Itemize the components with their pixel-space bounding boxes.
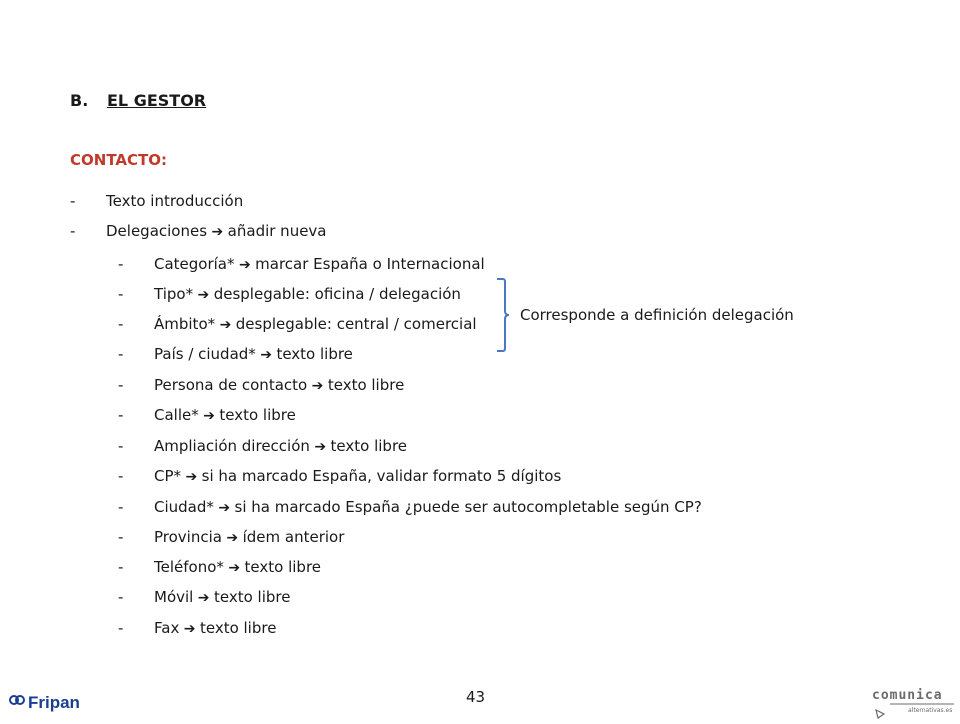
field-name: Móvil [154, 588, 194, 606]
list-dash: - [118, 528, 124, 546]
right-arrow-icon: ➔ [193, 590, 214, 606]
sub-list-item [118, 587, 290, 607]
sub-list-item [118, 557, 321, 577]
field-name: Ámbito* [154, 315, 216, 333]
right-arrow-icon: ➔ [223, 560, 245, 576]
list-dash: - [118, 558, 124, 576]
right-arrow-icon: ➔ [193, 287, 214, 303]
field-name: CP* [154, 467, 182, 485]
right-arrow-icon: ➔ [181, 469, 202, 485]
section-title: EL GESTOR [107, 91, 207, 110]
field-name: Categoría* [154, 255, 235, 273]
fripan-wordmark: Fripan [28, 693, 80, 712]
list-dash: - [118, 255, 124, 273]
field-name: Tipo* [154, 285, 194, 303]
field-rule: texto libre [276, 345, 353, 363]
list-dash: - [118, 467, 124, 485]
group-bracket [496, 278, 510, 352]
field-rule: añadir nueva [227, 222, 327, 240]
field-rule: marcar España o Internacional [255, 255, 485, 273]
comunica-wordmark: comunica [872, 688, 943, 703]
field-name: Provincia [154, 528, 222, 546]
sub-list-item [118, 466, 561, 486]
field-rule: desplegable: central / comercial [235, 315, 477, 333]
field-name: Ampliación dirección [154, 437, 310, 455]
field-name: Teléfono* [154, 558, 224, 576]
field-rule: ídem anterior [242, 528, 345, 546]
sub-list-item [118, 497, 702, 517]
right-arrow-icon: ➔ [221, 530, 243, 546]
right-arrow-icon: ➔ [234, 257, 256, 273]
field-rule: texto libre [244, 558, 322, 576]
list-dash: - [70, 222, 76, 240]
list-dash: - [118, 588, 124, 606]
field-name: Calle* [154, 406, 199, 424]
sub-list-item [118, 405, 296, 425]
sub-list-item [118, 527, 344, 547]
comunica-subtitle: alternativas.es [908, 707, 953, 714]
field-name: Fax [154, 619, 180, 637]
list-dash: - [118, 437, 124, 455]
sub-list-item [118, 436, 407, 456]
right-arrow-icon: ➔ [207, 224, 228, 240]
list-item [70, 191, 243, 211]
field-name: Persona de contacto [154, 376, 308, 394]
field-rule: si ha marcado España ¿puede ser autocompletable según CP? [234, 498, 702, 516]
right-arrow-icon: ➔ [213, 500, 235, 516]
page-number: 43 [466, 688, 486, 706]
right-arrow-icon: ➔ [179, 621, 200, 637]
field-rule: desplegable: oficina / delegación [213, 285, 461, 303]
list-dash: - [118, 315, 124, 333]
contact-heading: CONTACTO: [70, 151, 167, 169]
right-arrow-icon: ➔ [307, 378, 328, 394]
list-dash: - [118, 498, 124, 516]
sub-list-item [118, 344, 353, 364]
right-arrow-icon: ➔ [215, 317, 236, 333]
sub-list-item [118, 314, 477, 334]
field-rule: texto libre [330, 437, 408, 455]
field-rule: texto libre [327, 376, 405, 394]
list-dash: - [118, 345, 124, 363]
list-dash: - [118, 619, 124, 637]
field-rule: texto libre [199, 619, 277, 637]
right-arrow-icon: ➔ [198, 408, 220, 424]
right-arrow-icon: ➔ [255, 347, 277, 363]
list-dash: - [118, 285, 124, 303]
sub-list-item [118, 618, 276, 638]
field-rule: si ha marcado España, validar formato 5 dígitos [201, 467, 562, 485]
right-arrow-icon: ➔ [309, 439, 331, 455]
sub-list-item [118, 284, 461, 304]
list-text: Texto introducción [106, 192, 244, 210]
field-rule: texto libre [213, 588, 291, 606]
list-item [70, 221, 327, 241]
fripan-logo [8, 690, 86, 716]
field-name: País / ciudad* [154, 345, 256, 363]
field-name: Ciudad* [154, 498, 214, 516]
section-letter: B. [70, 91, 89, 110]
list-dash: - [70, 192, 76, 210]
group-note: Corresponde a definición delegación [520, 306, 794, 324]
comunica-logo [870, 686, 956, 720]
list-dash: - [118, 406, 124, 424]
field-name: Delegaciones [106, 222, 208, 240]
list-dash: - [118, 376, 124, 394]
sub-list-item [118, 375, 404, 395]
field-rule: texto libre [219, 406, 296, 424]
sub-list-item [118, 254, 485, 274]
